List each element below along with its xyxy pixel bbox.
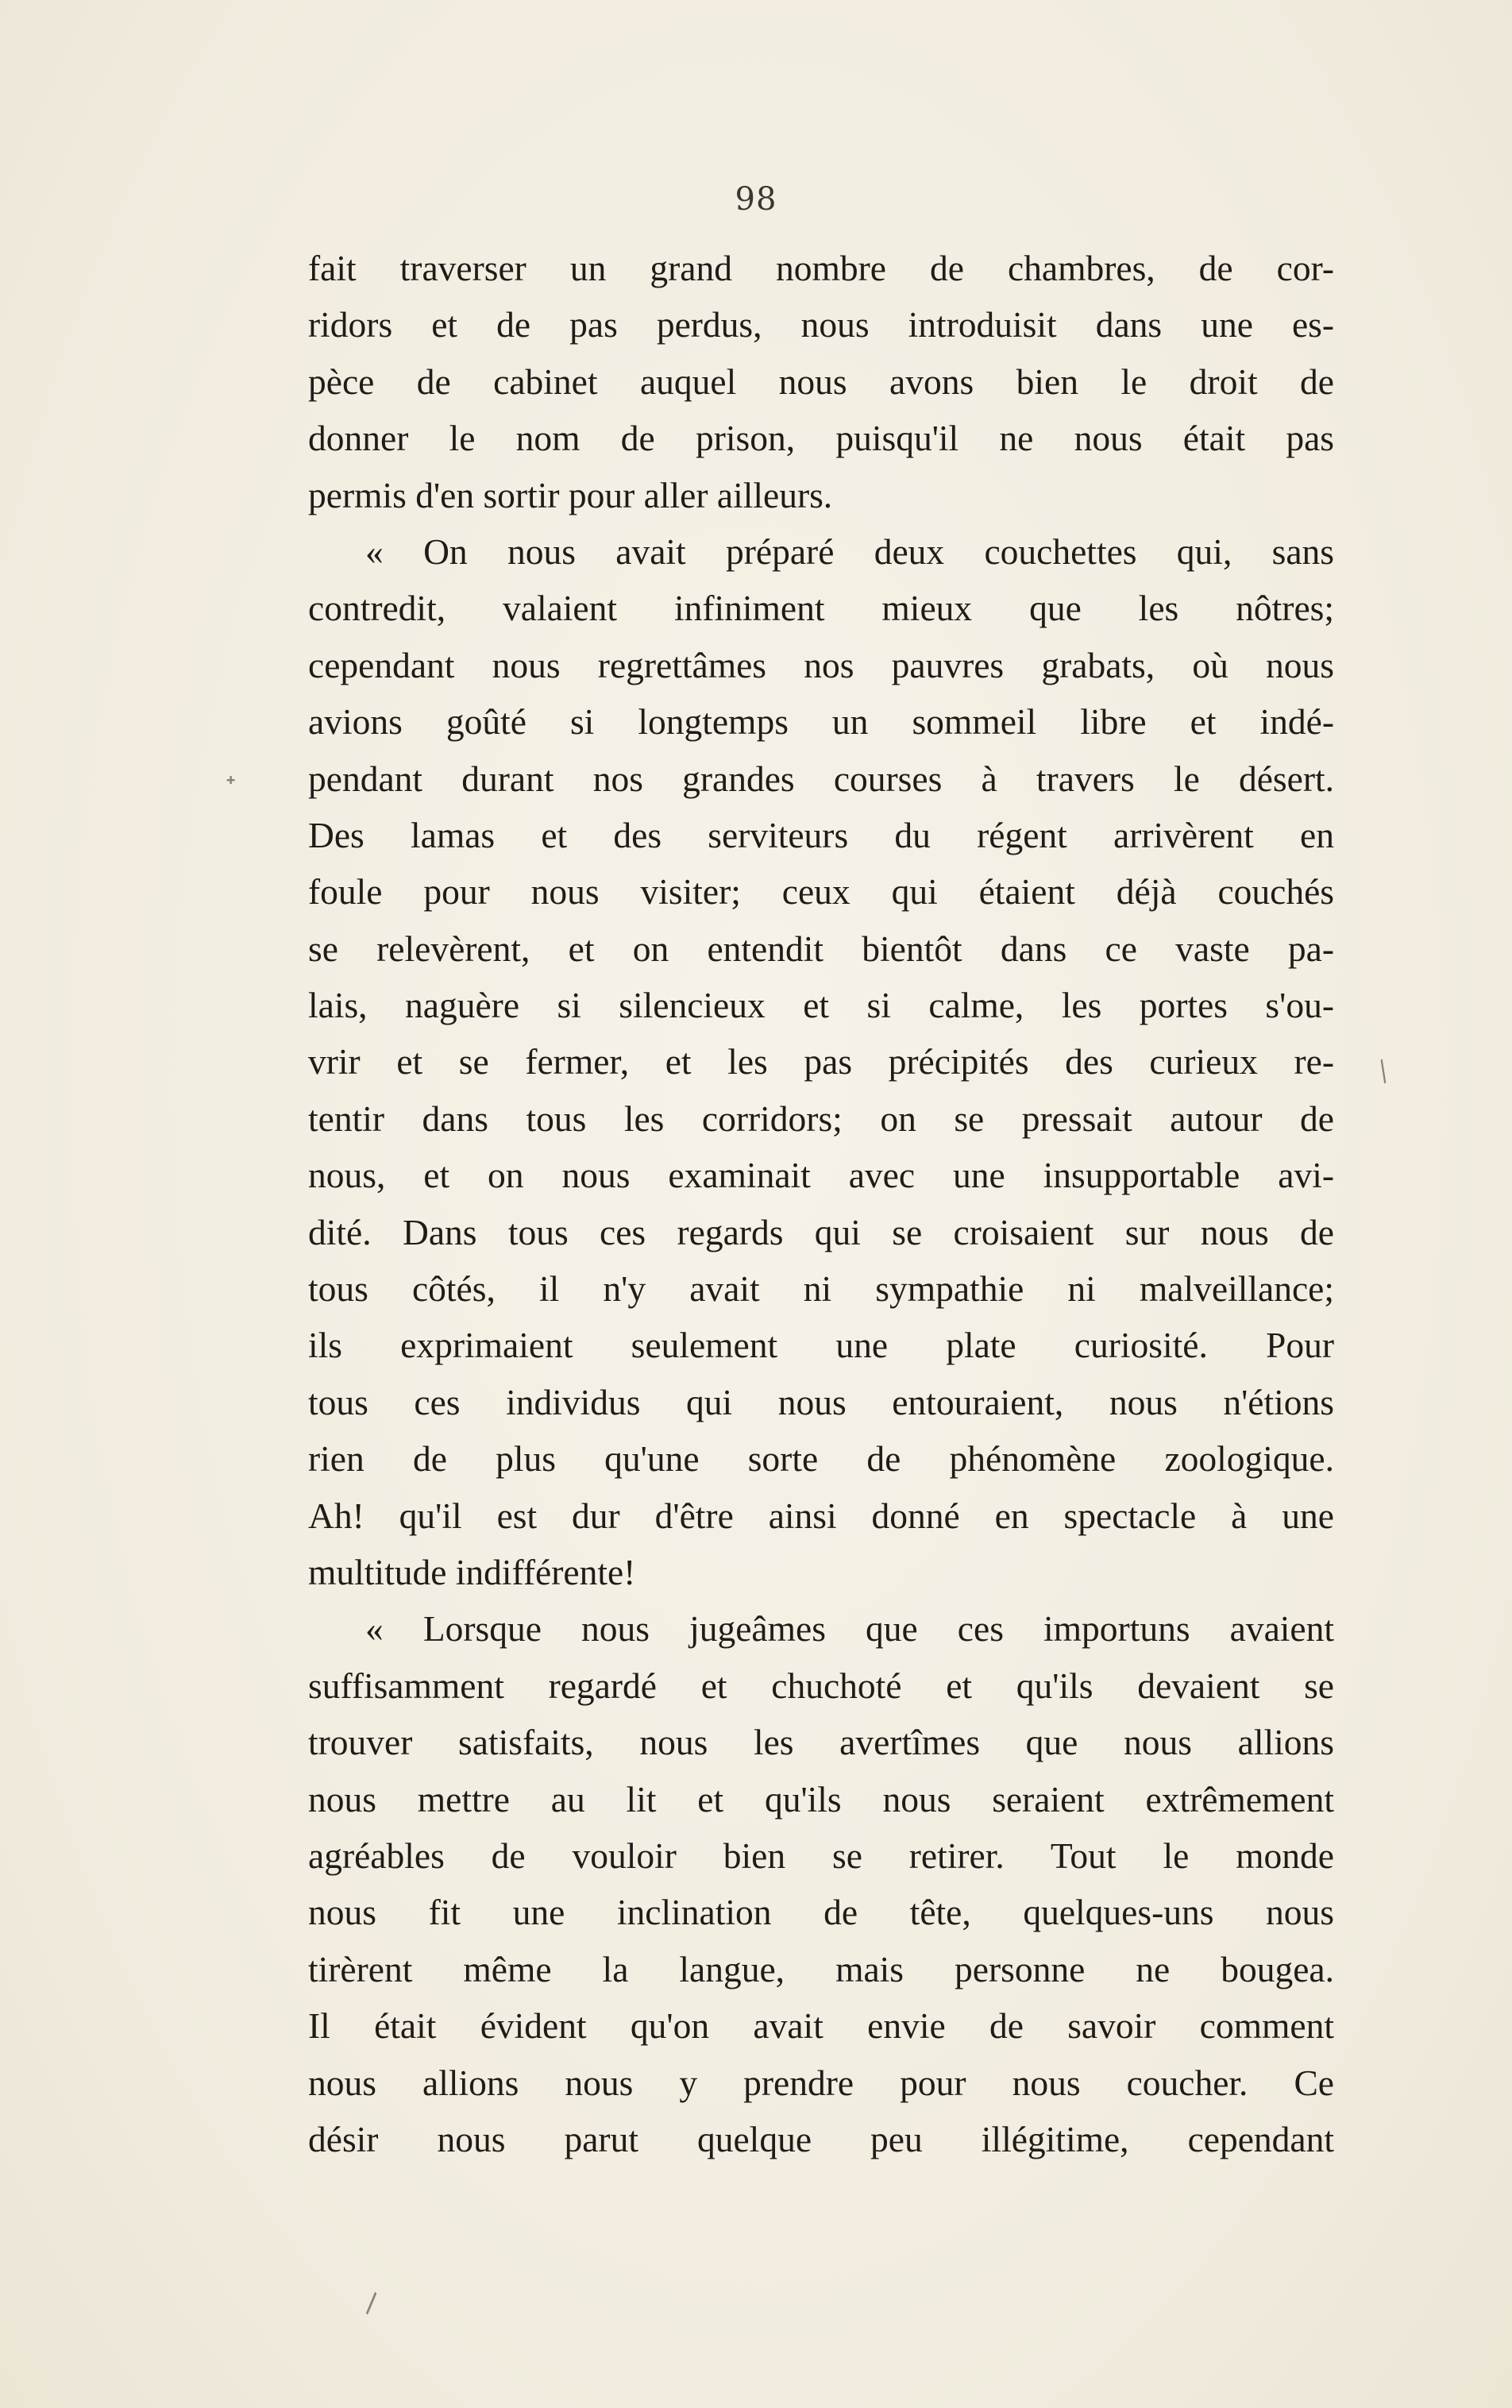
text-line: tentir dans tous les corridors; on se pressait autour de <box>308 1098 1334 1139</box>
text-line: rien de plus qu'une sorte de phénomène zoologique. <box>308 1438 1334 1480</box>
text-line: nous fit une inclination de tête, quelques-uns nous <box>308 1892 1334 1933</box>
text-line: cependant nous regrettâmes nos pauvres grabats, où nous <box>308 644 1334 685</box>
text-line: donner le nom de prison, puisqu'il ne nous était pas <box>308 418 1334 459</box>
text-line: tous côtés, il n'y avait ni sympathie ni malveillance; <box>308 1268 1334 1310</box>
margin-speck: \ <box>357 2287 385 2319</box>
text-line: nous mettre au lit et qu'ils nous seraient extrêmement <box>308 1778 1334 1820</box>
text-line: tous ces individus qui nous entouraient, nous n'étions <box>308 1381 1334 1422</box>
text-line: tirèrent même la langue, mais personne ne bougea. <box>308 1948 1334 1989</box>
text-line: Ah! qu'il est dur d'être ainsi donné en spectacle à une <box>308 1495 1334 1536</box>
text-line: trouver satisfaits, nous les avertîmes que nous allions <box>308 1722 1334 1763</box>
paragraph <box>308 240 1334 523</box>
text-line: désir nous parut quelque peu illégitime, cependant <box>308 2118 1334 2159</box>
text-line: Il était évident qu'on avait envie de savoir comment <box>308 2005 1334 2047</box>
text-line: fait traverser un grand nombre de chambres, de cor- <box>308 248 1334 288</box>
page-number: 98 <box>735 181 777 218</box>
margin-speck: ˖ <box>226 762 237 794</box>
text-line: permis d'en sortir pour aller ailleurs. <box>308 474 833 515</box>
text-line: vrir et se fermer, et les pas précipités des curieux re- <box>308 1041 1334 1082</box>
text-line: nous, et on nous examinait avec une insupportable avi- <box>308 1155 1334 1196</box>
text-line: pendant durant nos grandes courses à travers le désert. <box>308 758 1334 799</box>
text-line: ils exprimaient seulement une plate curiosité. Pour <box>308 1325 1334 1366</box>
text-line: se relevèrent, et on entendit bientôt dans ce vaste pa- <box>308 928 1334 969</box>
paragraph <box>308 523 1334 1600</box>
text-line: nous allions nous y prendre pour nous coucher. Ce <box>308 2062 1334 2103</box>
text-line: avions goûté si longtemps un sommeil libre et indé- <box>308 701 1334 743</box>
text-line: Des lamas et des serviteurs du régent arrivèrent en <box>308 814 1334 855</box>
text-line: multitude indifférente! <box>308 1551 636 1592</box>
text-line: pèce de cabinet auquel nous avons bien le droit de <box>308 361 1334 402</box>
paragraph <box>308 1600 1334 2167</box>
text-line: contredit, valaient infiniment mieux que les nôtres; <box>308 588 1334 629</box>
text-line: ridors et de pas perdus, nous introduisit dans une es- <box>308 304 1334 345</box>
text-line: lais, naguère si silencieux et si calme, les portes s'ou- <box>308 985 1334 1026</box>
text-line: dité. Dans tous ces regards qui se croisaient sur nous de <box>308 1211 1334 1252</box>
body-text <box>308 240 1334 2167</box>
text-line: foule pour nous visiter; ceux qui étaient déjà couchés <box>308 871 1334 913</box>
text-line: agréables de vouloir bien se retirer. Tout le monde <box>308 1835 1334 1876</box>
margin-speck: ⁄ <box>1371 1058 1396 1086</box>
text-line: suffisamment regardé et chuchoté et qu'ils devaient se <box>308 1665 1334 1706</box>
text-line: « Lorsque nous jugeâmes que ces importuns avaient <box>365 1608 1334 1650</box>
text-line: « On nous avait préparé deux couchettes qui, sans <box>365 531 1334 572</box>
